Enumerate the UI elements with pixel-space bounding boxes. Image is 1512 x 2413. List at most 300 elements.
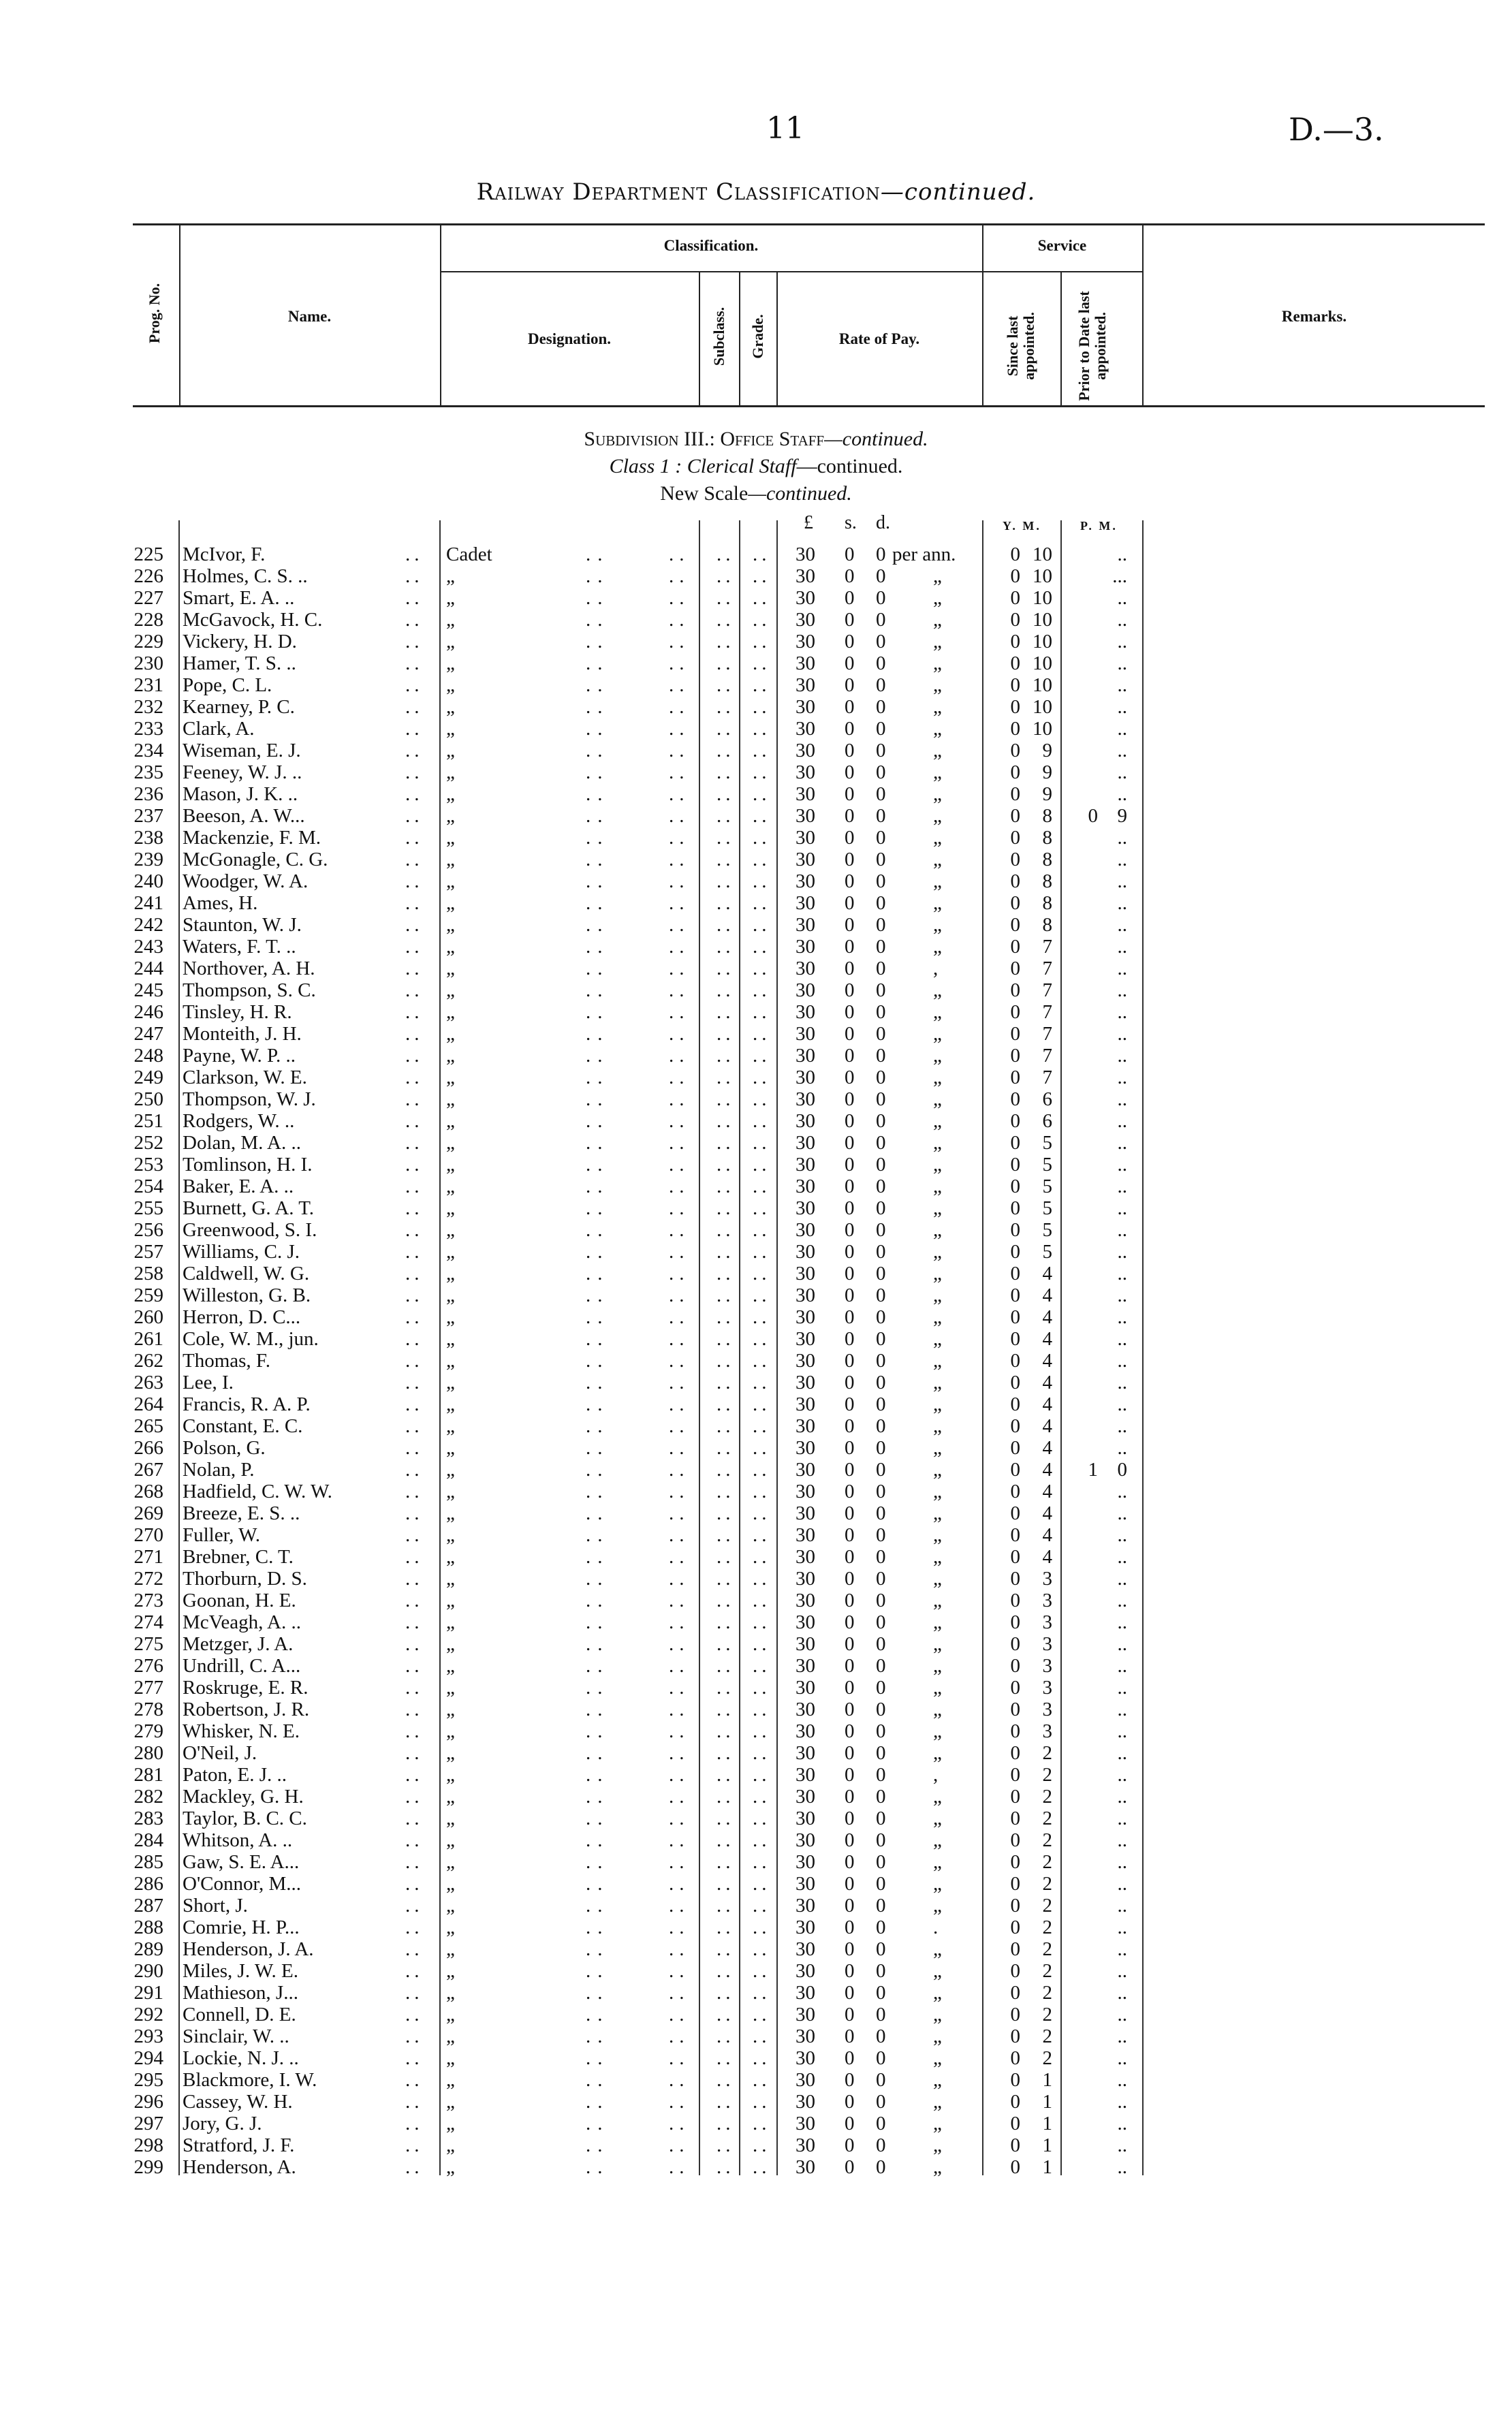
leader-dots: .. — [586, 1350, 610, 1372]
grade-cell: .. — [753, 783, 771, 805]
rate-period: „ — [933, 1568, 942, 1590]
leader-dots: .. — [669, 674, 690, 696]
table-row — [0, 1851, 1512, 1873]
designation: „ — [446, 979, 455, 1001]
prog-number: 272 — [133, 1568, 163, 1590]
page-number: 11 — [766, 111, 804, 146]
table-row — [0, 1393, 1512, 1415]
rate-pounds: 30 — [796, 914, 815, 936]
subclass-cell: .. — [716, 631, 735, 652]
rate-shillings: 0 — [845, 1960, 855, 1982]
rate-period: „ — [933, 1284, 942, 1306]
leader-dots: .. — [405, 1023, 424, 1045]
designation: „ — [446, 1023, 455, 1045]
rate-pence: 0 — [876, 2069, 886, 2091]
service-years: 0 — [1010, 783, 1020, 805]
subclass-cell: .. — [716, 565, 735, 587]
subclass-cell: .. — [716, 1655, 735, 1677]
subclass-cell: .. — [716, 1197, 735, 1219]
staff-name: Dolan, M. A. .. — [183, 1132, 301, 1154]
rate-period: „ — [933, 2134, 942, 2156]
prog-number: 270 — [133, 1524, 163, 1546]
staff-name: Roskruge, E. R. — [183, 1677, 309, 1699]
leader-dots: .. — [586, 1699, 610, 1720]
designation: „ — [446, 958, 455, 979]
leader-dots: .. — [405, 1786, 424, 1808]
rate-pounds: 30 — [796, 1568, 815, 1590]
table-row — [0, 1045, 1512, 1067]
rate-period: „ — [933, 805, 942, 827]
leader-dots: .. — [405, 1895, 424, 1917]
designation: „ — [446, 936, 455, 958]
grade-cell: .. — [753, 587, 771, 609]
unit-years-months: Y. M. — [1003, 519, 1041, 533]
leader-dots: .. — [586, 1372, 610, 1393]
designation: „ — [446, 1110, 455, 1132]
rate-period: „ — [933, 1786, 942, 1808]
prog-number: 292 — [133, 2004, 163, 2025]
subclass-cell: .. — [716, 1895, 735, 1917]
grade-cell: .. — [753, 609, 771, 631]
rate-pence: 0 — [876, 1938, 886, 1960]
rate-period: „ — [933, 1219, 942, 1241]
service-months: 2 — [1042, 1742, 1052, 1764]
rate-pounds: 30 — [796, 1415, 815, 1437]
table-row — [0, 609, 1512, 631]
service-years: 0 — [1010, 1437, 1020, 1459]
rate-pence: 0 — [876, 1568, 886, 1590]
staff-name: Jory, G. J. — [183, 2113, 262, 2134]
prior-months: .. — [1117, 1132, 1127, 1154]
service-years: 0 — [1010, 1611, 1020, 1633]
leader-dots: .. — [405, 1677, 424, 1699]
service-years: 0 — [1010, 1415, 1020, 1437]
table-row — [0, 783, 1512, 805]
rate-pounds: 30 — [796, 1219, 815, 1241]
designation: „ — [446, 1699, 455, 1720]
table-row — [0, 1720, 1512, 1742]
service-years: 0 — [1010, 1176, 1020, 1197]
rate-pounds: 30 — [796, 1263, 815, 1284]
leader-dots: .. — [586, 2134, 610, 2156]
subclass-cell: .. — [716, 1481, 735, 1502]
header-divider — [739, 271, 740, 406]
rate-pence: 0 — [876, 1917, 886, 1938]
table-row — [0, 1219, 1512, 1241]
leader-dots: .. — [669, 1720, 690, 1742]
subclass-cell: .. — [716, 1067, 735, 1088]
leader-dots: .. — [669, 2091, 690, 2113]
service-months: 8 — [1042, 805, 1052, 827]
prior-months: .. — [1117, 587, 1127, 609]
staff-name: Francis, R. A. P. — [183, 1393, 311, 1415]
rate-pounds: 30 — [796, 1677, 815, 1699]
service-years: 0 — [1010, 1284, 1020, 1306]
prog-number: 246 — [133, 1001, 163, 1023]
table-row — [0, 1067, 1512, 1088]
service-years: 0 — [1010, 1001, 1020, 1023]
rate-pence: 0 — [876, 652, 886, 674]
leader-dots: .. — [586, 1829, 610, 1851]
staff-name: Hadfield, C. W. W. — [183, 1481, 332, 1502]
staff-name: Sinclair, W. .. — [183, 2025, 289, 2047]
rate-period: „ — [933, 827, 942, 849]
designation: „ — [446, 1459, 455, 1481]
rate-period: „ — [933, 1415, 942, 1437]
prog-number: 247 — [133, 1023, 163, 1045]
service-years: 0 — [1010, 1786, 1020, 1808]
grade-cell: .. — [753, 1502, 771, 1524]
leader-dots: .. — [586, 674, 610, 696]
leader-dots: .. — [586, 2047, 610, 2069]
grade-cell: .. — [753, 761, 771, 783]
rate-shillings: 0 — [845, 1154, 855, 1176]
leader-dots: .. — [405, 1633, 424, 1655]
prog-number: 255 — [133, 1197, 163, 1219]
leader-dots: .. — [669, 2025, 690, 2047]
rate-pounds: 30 — [796, 805, 815, 827]
table-row — [0, 565, 1512, 587]
rate-pence: 0 — [876, 1284, 886, 1306]
rate-pence: 0 — [876, 1132, 886, 1154]
rate-pounds: 30 — [796, 1372, 815, 1393]
prog-number: 236 — [133, 783, 163, 805]
service-years: 0 — [1010, 2091, 1020, 2113]
designation: „ — [446, 1372, 455, 1393]
service-months: 7 — [1042, 1067, 1052, 1088]
leader-dots: .. — [669, 1502, 690, 1524]
rate-pounds: 30 — [796, 2156, 815, 2178]
designation: „ — [446, 761, 455, 783]
leader-dots: .. — [586, 1263, 610, 1284]
service-months: 8 — [1042, 870, 1052, 892]
leader-dots: .. — [669, 1023, 690, 1045]
leader-dots: .. — [669, 1568, 690, 1590]
rate-shillings: 0 — [845, 2047, 855, 2069]
service-years: 0 — [1010, 1306, 1020, 1328]
leader-dots: .. — [586, 1502, 610, 1524]
designation: „ — [446, 2004, 455, 2025]
staff-name: Caldwell, W. G. — [183, 1263, 310, 1284]
service-months: 5 — [1042, 1132, 1052, 1154]
leader-dots: .. — [405, 1808, 424, 1829]
service-months: 2 — [1042, 2047, 1052, 2069]
prior-months: .. — [1117, 1241, 1127, 1263]
service-years: 0 — [1010, 1088, 1020, 1110]
leader-dots: .. — [586, 1982, 610, 2004]
rate-period: „ — [933, 1851, 942, 1873]
service-years: 0 — [1010, 849, 1020, 870]
leader-dots: .. — [669, 870, 690, 892]
service-years: 0 — [1010, 1023, 1020, 1045]
rate-period: „ — [933, 1001, 942, 1023]
rate-pounds: 30 — [796, 565, 815, 587]
leader-dots: .. — [405, 914, 424, 936]
rate-period: „ — [933, 718, 942, 740]
prior-months: .. — [1117, 1284, 1127, 1306]
table-row — [0, 1677, 1512, 1699]
leader-dots: .. — [586, 565, 610, 587]
prog-number: 232 — [133, 696, 163, 718]
prior-months: .. — [1117, 1851, 1127, 1873]
rate-pence: 0 — [876, 2091, 886, 2113]
table-row — [0, 2091, 1512, 2113]
prog-number: 229 — [133, 631, 163, 652]
designation: „ — [446, 1241, 455, 1263]
rate-period: , — [933, 1764, 939, 1786]
prior-months: .. — [1117, 1829, 1127, 1851]
staff-name: Staunton, W. J. — [183, 914, 302, 936]
service-years: 0 — [1010, 1372, 1020, 1393]
table-row — [0, 1699, 1512, 1720]
rate-period: „ — [933, 1067, 942, 1088]
grade-cell: .. — [753, 543, 771, 565]
rate-pounds: 30 — [796, 1437, 815, 1459]
subclass-cell: .. — [716, 652, 735, 674]
grade-cell: .. — [753, 1873, 771, 1895]
table-row — [0, 543, 1512, 565]
rate-pence: 0 — [876, 2134, 886, 2156]
prior-months: .. — [1117, 2004, 1127, 2025]
service-months: 3 — [1042, 1611, 1052, 1633]
prog-number: 256 — [133, 1219, 163, 1241]
rate-pounds: 30 — [796, 1764, 815, 1786]
subclass-cell: .. — [716, 609, 735, 631]
leader-dots: .. — [669, 827, 690, 849]
subclass-cell: .. — [716, 1023, 735, 1045]
service-months: 5 — [1042, 1197, 1052, 1219]
grade-cell: .. — [753, 1393, 771, 1415]
prior-months: .. — [1117, 1197, 1127, 1219]
staff-name: McVeagh, A. .. — [183, 1611, 301, 1633]
leader-dots: .. — [586, 2004, 610, 2025]
service-months: 3 — [1042, 1699, 1052, 1720]
rate-shillings: 0 — [845, 1045, 855, 1067]
subclass-cell: .. — [716, 958, 735, 979]
rate-pounds: 30 — [796, 849, 815, 870]
prior-months: .. — [1117, 1176, 1127, 1197]
header-name: Name. — [287, 308, 332, 325]
designation: Cadet — [446, 543, 492, 565]
rate-period: „ — [933, 2004, 942, 2025]
rate-pence: 0 — [876, 1742, 886, 1764]
leader-dots: .. — [586, 631, 610, 652]
service-years: 0 — [1010, 870, 1020, 892]
staff-name: Lockie, N. J. .. — [183, 2047, 299, 2069]
leader-dots: .. — [586, 740, 610, 761]
rate-shillings: 0 — [845, 1001, 855, 1023]
subclass-cell: .. — [716, 587, 735, 609]
leader-dots: .. — [586, 1633, 610, 1655]
subclass-cell: .. — [716, 1546, 735, 1568]
prog-number: 263 — [133, 1372, 163, 1393]
leader-dots: .. — [669, 1699, 690, 1720]
staff-name: Henderson, A. — [183, 2156, 296, 2178]
designation: „ — [446, 1895, 455, 1917]
rate-shillings: 0 — [845, 892, 855, 914]
designation: „ — [446, 696, 455, 718]
grade-cell: .. — [753, 1590, 771, 1611]
service-years: 0 — [1010, 1699, 1020, 1720]
leader-dots: .. — [586, 1808, 610, 1829]
rate-pence: 0 — [876, 1023, 886, 1045]
prog-number: 225 — [133, 543, 163, 565]
rate-shillings: 0 — [845, 958, 855, 979]
leader-dots: .. — [669, 631, 690, 652]
subclass-cell: .. — [716, 2156, 735, 2178]
service-months: 10 — [1033, 565, 1052, 587]
rate-period: „ — [933, 1699, 942, 1720]
prog-number: 237 — [133, 805, 163, 827]
service-years: 0 — [1010, 1393, 1020, 1415]
grade-cell: .. — [753, 892, 771, 914]
rate-period: „ — [933, 1742, 942, 1764]
grade-cell: .. — [753, 2113, 771, 2134]
table-row — [0, 652, 1512, 674]
header-service: Service — [1037, 237, 1087, 254]
header-mid-rule — [440, 271, 1143, 272]
rate-pence: 0 — [876, 2047, 886, 2069]
staff-name: Wiseman, E. J. — [183, 740, 301, 761]
prog-number: 287 — [133, 1895, 163, 1917]
prior-months: .. — [1117, 1720, 1127, 1742]
table-row — [0, 805, 1512, 827]
service-months: 2 — [1042, 1895, 1052, 1917]
rate-period: „ — [933, 1677, 942, 1699]
service-months: 8 — [1042, 849, 1052, 870]
leader-dots: .. — [405, 936, 424, 958]
leader-dots: .. — [586, 892, 610, 914]
service-months: 7 — [1042, 1001, 1052, 1023]
grade-cell: .. — [753, 1938, 771, 1960]
rate-shillings: 0 — [845, 761, 855, 783]
subclass-cell: .. — [716, 827, 735, 849]
designation: „ — [446, 870, 455, 892]
service-months: 6 — [1042, 1088, 1052, 1110]
grade-cell: .. — [753, 958, 771, 979]
subclass-cell: .. — [716, 1720, 735, 1742]
grade-cell: .. — [753, 652, 771, 674]
rate-pounds: 30 — [796, 2047, 815, 2069]
table-row — [0, 1263, 1512, 1284]
service-months: 3 — [1042, 1720, 1052, 1742]
leader-dots: .. — [405, 870, 424, 892]
leader-dots: .. — [405, 674, 424, 696]
rate-pounds: 30 — [796, 892, 815, 914]
staff-name: Paton, E. J. .. — [183, 1764, 287, 1786]
grade-cell: .. — [753, 979, 771, 1001]
rate-pounds: 30 — [796, 1023, 815, 1045]
rate-pounds: 30 — [796, 1546, 815, 1568]
staff-name: Tomlinson, H. I. — [183, 1154, 313, 1176]
service-years: 0 — [1010, 609, 1020, 631]
grade-cell: .. — [753, 914, 771, 936]
subclass-cell: .. — [716, 805, 735, 827]
staff-name: Vickery, H. D. — [183, 631, 297, 652]
prior-months: .. — [1117, 2047, 1127, 2069]
table-row — [0, 1873, 1512, 1895]
leader-dots: .. — [669, 1306, 690, 1328]
designation: „ — [446, 1524, 455, 1546]
staff-name: Mason, J. K. .. — [183, 783, 298, 805]
grade-cell: .. — [753, 1611, 771, 1633]
service-years: 0 — [1010, 652, 1020, 674]
leader-dots: .. — [669, 652, 690, 674]
header-divider — [1060, 271, 1062, 406]
leader-dots: .. — [669, 1764, 690, 1786]
prior-months: .. — [1117, 1393, 1127, 1415]
grade-cell: .. — [753, 1895, 771, 1917]
service-months: 8 — [1042, 827, 1052, 849]
service-months: 10 — [1033, 674, 1052, 696]
rate-shillings: 0 — [845, 914, 855, 936]
subclass-cell: .. — [716, 1917, 735, 1938]
prog-number: 243 — [133, 936, 163, 958]
rate-pounds: 30 — [796, 1284, 815, 1306]
rate-shillings: 0 — [845, 1415, 855, 1437]
leader-dots: .. — [669, 1110, 690, 1132]
rate-pounds: 30 — [796, 761, 815, 783]
service-months: 4 — [1042, 1306, 1052, 1328]
rate-pence: 0 — [876, 1350, 886, 1372]
prog-number: 284 — [133, 1829, 163, 1851]
prior-months: .. — [1117, 1088, 1127, 1110]
rate-pence: 0 — [876, 1459, 886, 1481]
rate-period: „ — [933, 1655, 942, 1677]
table-row — [0, 2156, 1512, 2178]
designation: „ — [446, 827, 455, 849]
service-years: 0 — [1010, 2113, 1020, 2134]
rate-pence: 0 — [876, 565, 886, 587]
leader-dots: .. — [586, 652, 610, 674]
rate-period: „ — [933, 587, 942, 609]
grade-cell: .. — [753, 2004, 771, 2025]
rate-period: „ — [933, 1110, 942, 1132]
service-months: 2 — [1042, 2004, 1052, 2025]
leader-dots: .. — [669, 1546, 690, 1568]
designation: „ — [446, 652, 455, 674]
leader-dots: .. — [586, 1284, 610, 1306]
rate-pounds: 30 — [796, 936, 815, 958]
designation: „ — [446, 1154, 455, 1176]
rate-pence: 0 — [876, 674, 886, 696]
prior-months: .. — [1117, 1917, 1127, 1938]
leader-dots: .. — [405, 849, 424, 870]
designation: „ — [446, 1590, 455, 1611]
prog-number: 250 — [133, 1088, 163, 1110]
designation: „ — [446, 2069, 455, 2091]
rate-period: „ — [933, 1154, 942, 1176]
subclass-cell: .. — [716, 2113, 735, 2134]
staff-name: Mackley, G. H. — [183, 1786, 304, 1808]
leader-dots: .. — [405, 1568, 424, 1590]
subclass-cell: .. — [716, 1437, 735, 1459]
class-continued: —continued. — [796, 455, 903, 477]
rate-pounds: 30 — [796, 1459, 815, 1481]
prog-number: 274 — [133, 1611, 163, 1633]
service-years: 0 — [1010, 1655, 1020, 1677]
designation: „ — [446, 1851, 455, 1873]
leader-dots: .. — [405, 2004, 424, 2025]
service-years: 0 — [1010, 631, 1020, 652]
service-months: 10 — [1033, 696, 1052, 718]
grade-cell: .. — [753, 1067, 771, 1088]
service-years: 0 — [1010, 761, 1020, 783]
leader-dots: .. — [405, 1350, 424, 1372]
service-months: 10 — [1033, 652, 1052, 674]
staff-name: Comrie, H. P... — [183, 1917, 300, 1938]
designation: „ — [446, 609, 455, 631]
